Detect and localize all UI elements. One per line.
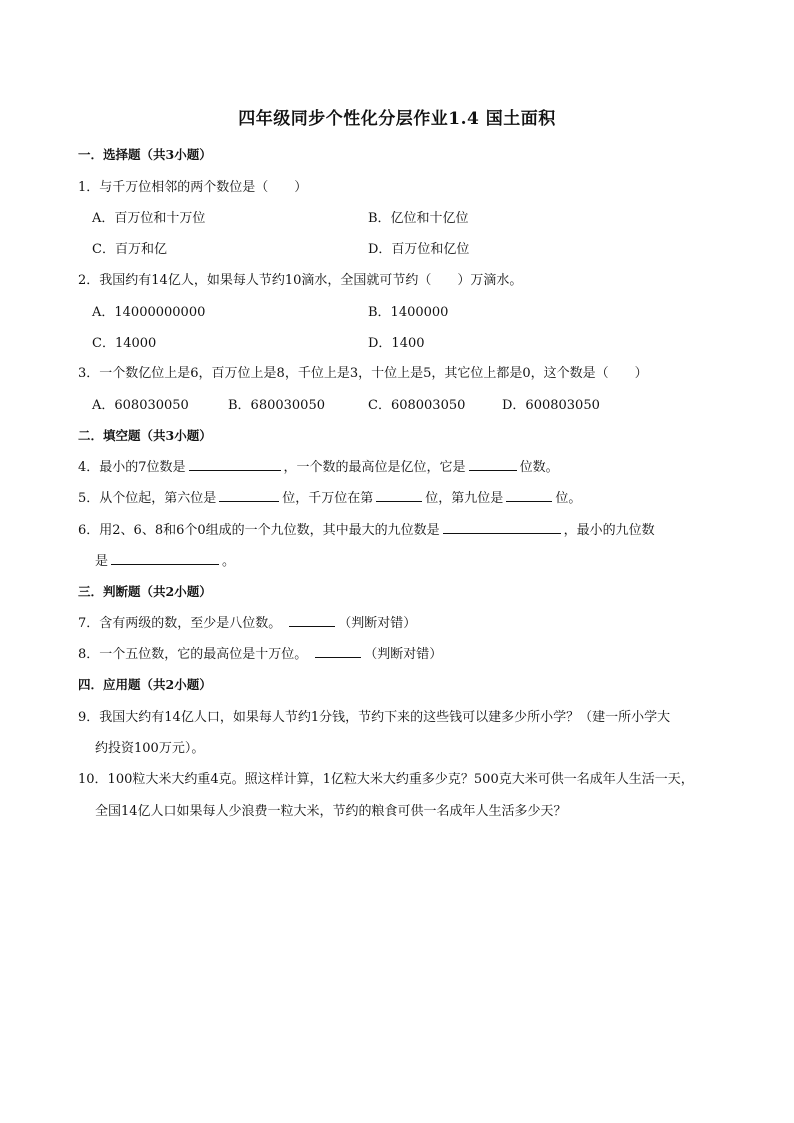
q5-part-4: 位。	[555, 491, 582, 506]
q2-option-a: A．14000000000	[92, 305, 206, 320]
question-5	[78, 487, 581, 506]
q4-blank-1	[189, 458, 281, 471]
q6-part-3: 是	[95, 554, 109, 569]
q3-option-a: A．608030050	[92, 398, 189, 413]
q4-part-1: 4．最小的7位数是	[78, 460, 186, 475]
section-heading-fill: 二．填空题（共3小题）	[78, 428, 212, 443]
q3-option-d: D．600803050	[502, 398, 600, 413]
q3-option-b: B．680030050	[228, 398, 325, 413]
question-1: 1．与千万位相邻的两个数位是（ ）	[78, 180, 308, 195]
question-9-line-1: 9．我国大约有14亿人口，如果每人节约1分钱，节约下来的这些钱可以建多少所小学？（建一所小学大	[78, 710, 671, 725]
q5-part-2: 位，千万位在第	[282, 491, 374, 506]
q1-option-c: C．百万和亿	[92, 242, 167, 257]
question-3: 3．一个数亿位上是6，百万位上是8，千位上是3，十位上是5，其它位上都是0，这个数是（ ）	[78, 366, 648, 381]
section-heading-application: 四．应用题（共2小题）	[78, 677, 212, 692]
q7-blank	[289, 614, 335, 627]
q5-part-3: 位，第九位是	[425, 491, 504, 506]
question-2: 2．我国约有14亿人，如果每人节约10滴水，全国就可节约（ ）万滴水。	[78, 273, 523, 288]
q2-option-c: C．14000	[92, 336, 157, 351]
q6-part-1: 6．用2、6、8和6个0组成的一个九位数，其中最大的九位数是	[78, 523, 440, 538]
q8-blank	[315, 645, 361, 658]
q5-blank-1	[219, 489, 279, 502]
section-heading-choice: 一．选择题（共3小题）	[78, 147, 212, 162]
q2-option-b: B．1400000	[368, 305, 449, 320]
q5-blank-3	[506, 489, 552, 502]
question-7	[78, 612, 416, 631]
q6-blank-1	[443, 521, 561, 534]
question-10-line-1: 10．100粒大米大约重4克。照这样计算，1亿粒大米大约重多少克？500克大米可供一名成年人生活一天，	[78, 772, 694, 787]
question-4	[78, 456, 559, 475]
q6-blank-2	[111, 552, 219, 565]
q1-option-d: D．百万位和亿位	[368, 242, 470, 257]
question-6	[78, 519, 655, 538]
question-9-line-2: 约投资100万元）。	[95, 741, 205, 756]
q3-option-c: C．608003050	[368, 398, 466, 413]
question-8	[78, 643, 442, 662]
q7-part-2: （判断对错）	[338, 616, 417, 631]
question-10-line-2: 全国14亿人口如果每人少浪费一粒大米，节约的粮食可供一名成年人生活多少天？	[95, 804, 567, 819]
q1-option-a: A．百万位和十万位	[92, 211, 206, 226]
q6-part-4: 。	[222, 554, 236, 569]
q7-part-1: 7．含有两级的数，至少是八位数。	[78, 616, 282, 631]
section-heading-judge: 三．判断题（共2小题）	[78, 584, 212, 599]
q2-option-d: D．1400	[368, 336, 425, 351]
q1-option-b: B．亿位和十亿位	[368, 211, 469, 226]
q6-part-2: ，最小的九位数	[563, 523, 655, 538]
q5-blank-2	[376, 489, 422, 502]
page-title: 四年级同步个性化分层作业1.4 国土面积	[238, 109, 556, 129]
question-6-continued	[95, 550, 235, 569]
q4-blank-2	[469, 458, 517, 471]
q5-part-1: 5．从个位起，第六位是	[78, 491, 217, 506]
q4-part-2: ，一个数的最高位是亿位，它是	[283, 460, 466, 475]
q8-part-1: 8．一个五位数，它的最高位是十万位。	[78, 647, 308, 662]
q4-part-3: 位数。	[519, 460, 559, 475]
q8-part-2: （判断对错）	[364, 647, 443, 662]
